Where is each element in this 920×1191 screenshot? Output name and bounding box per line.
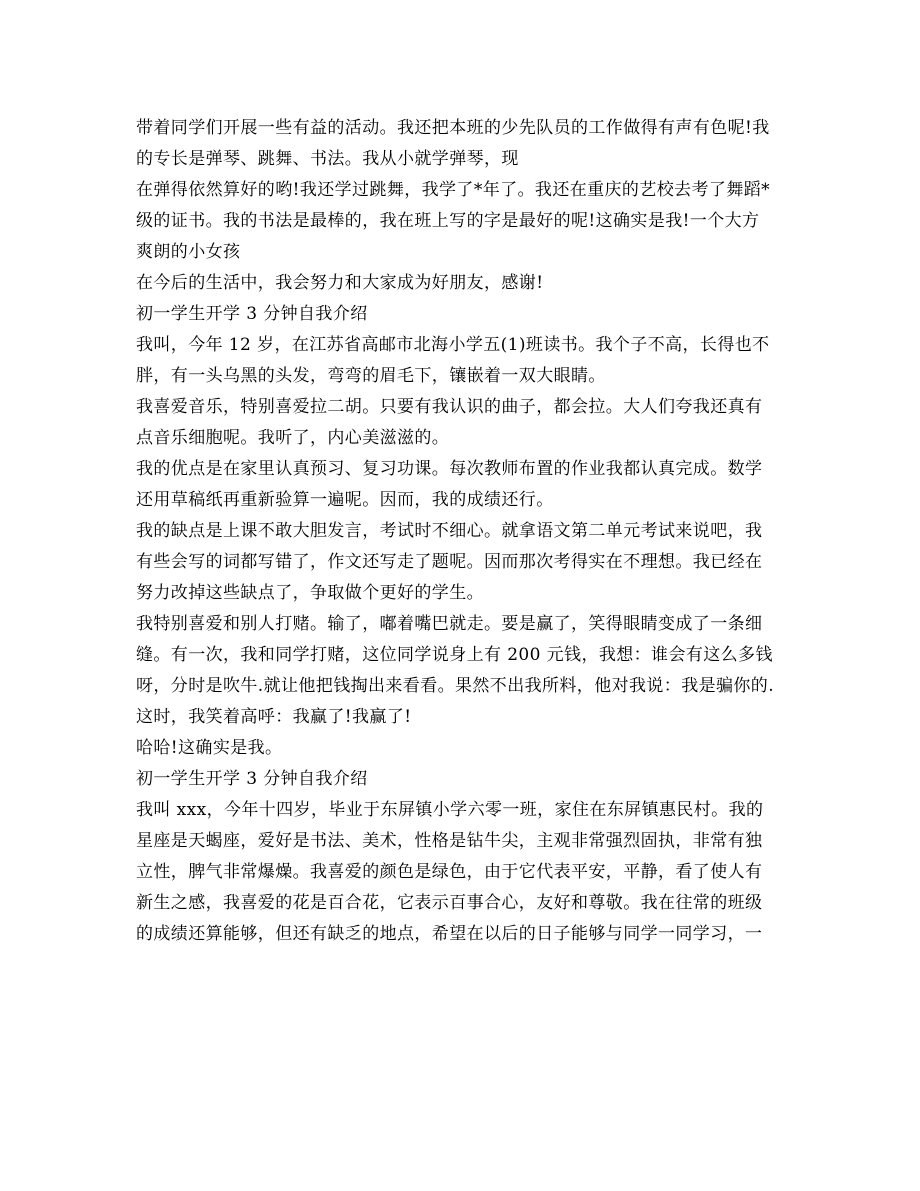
paragraph (136, 454, 788, 516)
document-body (136, 113, 788, 950)
text-line: 哈哈!这确实是我。 (136, 738, 283, 758)
paragraph (136, 113, 788, 175)
text-line: 级的证书。我的书法是最棒的，我在班上写的字是最好的呢!这确实是我!一个大方 (136, 211, 760, 231)
text-line: 我叫，今年 12 岁，在江苏省高邮市北海小学五(1)班读书。我个子不高，长得也不 (136, 335, 770, 355)
text-line: 在今后的生活中，我会努力和大家成为好朋友，感谢! (136, 273, 544, 293)
text-line: 呀，分时是吹牛.就让他把钱掏出来看看。果然不出我所料，他对我说：我是骗你的. (136, 676, 775, 696)
text-line: 缝。有一次，我和同学打赌，这位同学说身上有 200 元钱，我想：谁会有这么多钱 (136, 645, 773, 665)
paragraph (136, 609, 788, 733)
section-heading (136, 299, 788, 330)
text-line: 带着同学们开展一些有益的活动。我还把本班的少先队员的工作做得有声有色呢!我 (136, 118, 770, 138)
text-line: 我的优点是在家里认真预习、复习功课。每次教师布置的作业我都认真完成。数学 (136, 459, 763, 479)
text-line: 初一学生开学 3 分钟自我介绍 (136, 304, 368, 324)
text-line: 努力改掉这些缺点了，争取做个更好的学生。 (136, 583, 484, 603)
paragraph (136, 175, 788, 268)
text-line: 我的缺点是上课不敢大胆发言，考试时不细心。就拿语文第二单元考试来说吧，我 (136, 521, 763, 541)
paragraph (136, 733, 788, 764)
text-line: 有些会写的词都写错了，作文还写走了题呢。因而那次考得实在不理想。我已经在 (136, 552, 763, 572)
text-line: 胖，有一头乌黑的头发，弯弯的眉毛下，镶嵌着一双大眼睛。 (136, 366, 606, 386)
paragraph (136, 392, 788, 454)
section-heading (136, 764, 788, 795)
text-line: 在弹得依然算好的哟!我还学过跳舞，我学了*年了。我还在重庆的艺校去考了舞蹈* (136, 180, 771, 200)
paragraph (136, 268, 788, 299)
text-line: 的成绩还算能够，但还有缺乏的地点，希望在以后的日子能够与同学一同学习，一 (136, 924, 763, 944)
paragraph (136, 516, 788, 609)
text-line: 爽朗的小女孩 (136, 242, 241, 262)
text-line: 的专长是弹琴、跳舞、书法。我从小就学弹琴，现 (136, 149, 519, 169)
text-line: 初一学生开学 3 分钟自我介绍 (136, 769, 368, 789)
text-line: 我喜爱音乐，特别喜爱拉二胡。只要有我认识的曲子，都会拉。大人们夸我还真有 (136, 397, 763, 417)
text-line: 我叫 xxx，今年十四岁，毕业于东屏镇小学六零一班，家住在东屏镇惠民村。我的 (136, 800, 764, 820)
paragraph (136, 330, 788, 392)
text-line: 还用草稿纸再重新验算一遍呢。因而，我的成绩还行。 (136, 490, 554, 510)
text-line: 新生之感，我喜爱的花是百合花，它表示百事合心，友好和尊敬。我在往常的班级 (136, 893, 763, 913)
text-line: 我特别喜爱和别人打赌。输了，嘟着嘴巴就走。要是赢了，笑得眼睛变成了一条细 (136, 614, 763, 634)
text-line: 立性，脾气非常爆燥。我喜爱的颜色是绿色，由于它代表平安，平静，看了使人有 (136, 862, 763, 882)
paragraph (136, 795, 788, 950)
text-line: 点音乐细胞呢。我听了，内心美滋滋的。 (136, 428, 450, 448)
text-line: 这时，我笑着高呼：我赢了!我赢了! (136, 707, 412, 727)
text-line: 星座是天蝎座，爱好是书法、美术，性格是钻牛尖，主观非常强烈固执，非常有独 (136, 831, 763, 851)
